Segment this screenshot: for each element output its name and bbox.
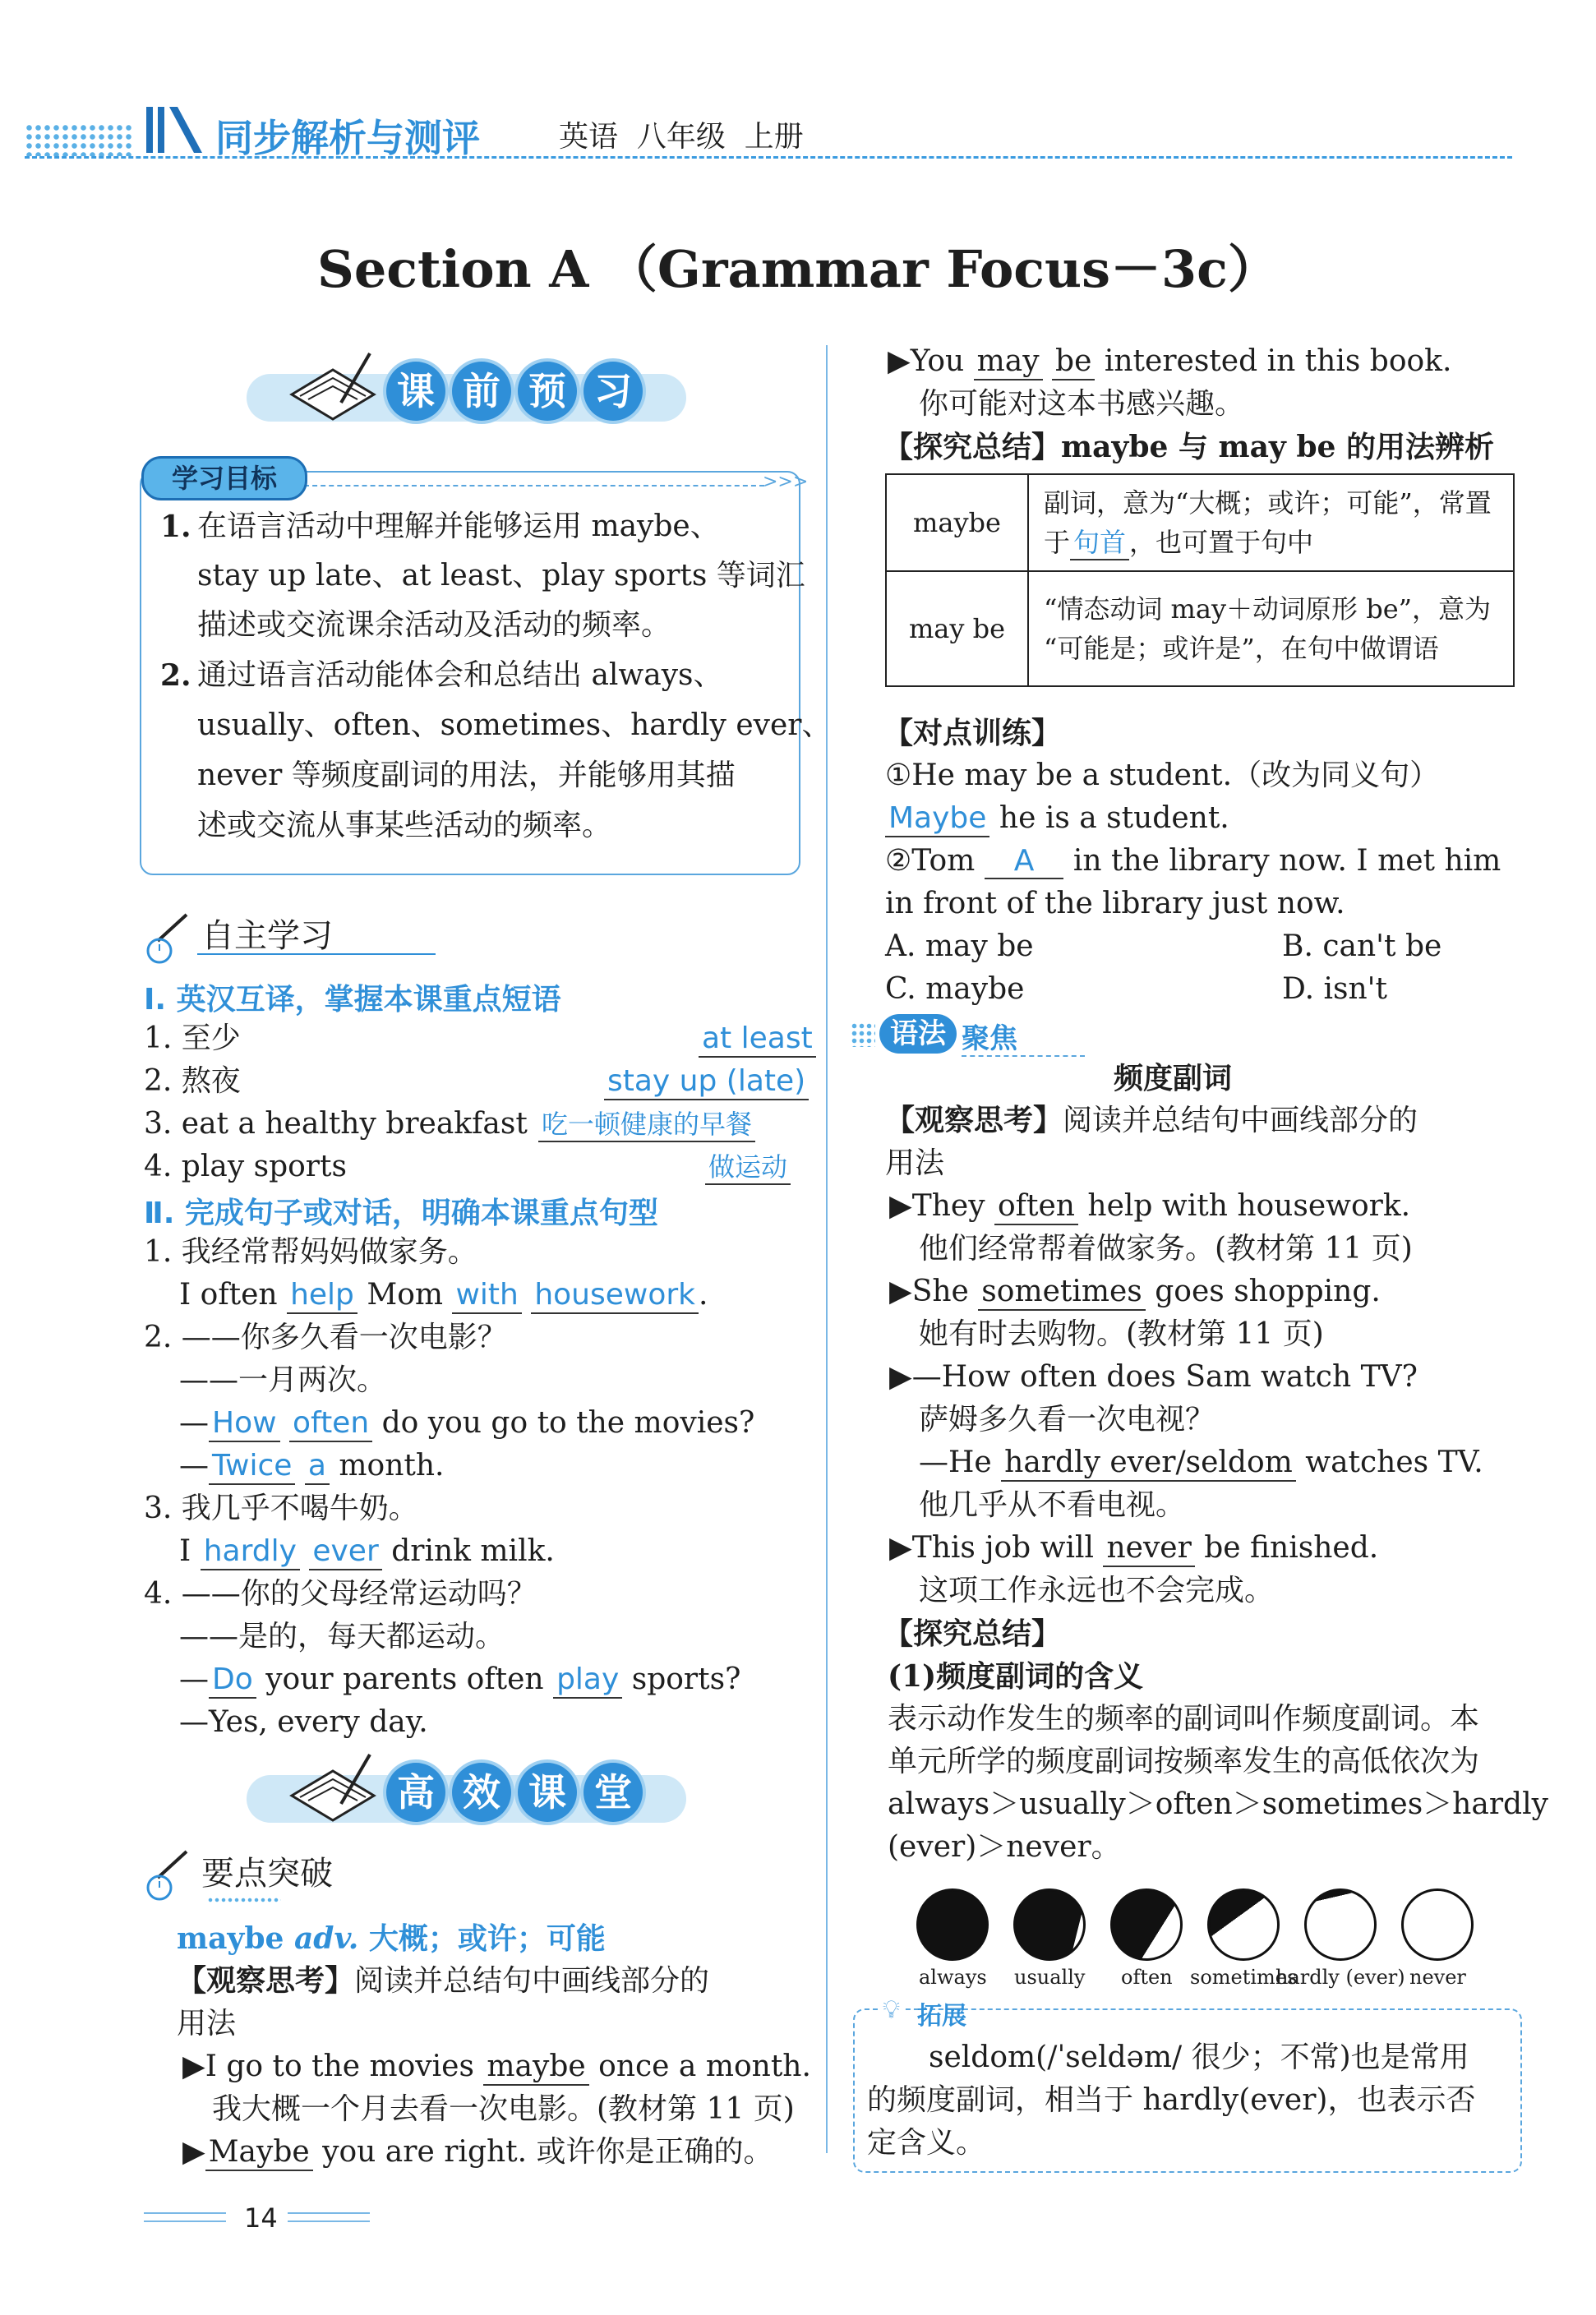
banner-char: 课 <box>518 1763 577 1822</box>
goal-line: never 等频度副词的用法，并能够用其描 <box>197 759 736 792</box>
phrase-question: 1. 至少 <box>144 1021 241 1055</box>
footer-line <box>288 2220 370 2222</box>
example-sentence: ▶She sometimes goes shopping. <box>889 1270 1381 1313</box>
banner-char: 预 <box>518 362 577 421</box>
frequency-circle <box>1207 1888 1280 1961</box>
goal-line: 述或交流从事某些活动的频率。 <box>197 809 612 842</box>
observe-line: 【观察思考】阅读并总结句中画线部分的 <box>177 1964 710 1998</box>
frequency-label: sometimes <box>1190 1966 1298 1989</box>
sentence-cn: ——一月两次。 <box>179 1363 387 1397</box>
goals-dash-line <box>304 485 764 487</box>
summary-title: 【探究总结】 <box>883 1616 1062 1651</box>
page-number: 14 <box>244 2202 278 2234</box>
part1-title: Ⅰ. 英汉互译，掌握本课重点短语 <box>144 983 561 1017</box>
table-key: may be <box>886 571 1028 686</box>
table-key: maybe <box>886 474 1028 571</box>
drill-option: A. may be <box>885 929 1034 963</box>
sentence-en: — Do your parents often play sports? <box>179 1658 740 1701</box>
example-sentence: ▶They often help with housework. <box>889 1185 1410 1228</box>
drill-option: C. maybe <box>885 972 1025 1006</box>
goal-line: usually、often、sometimes、hardly ever、 <box>197 708 832 742</box>
goal-line: 通过语言活动能体会和总结出 always、 <box>197 658 723 692</box>
phrase-answer: stay up (late) <box>604 1060 809 1103</box>
banner-class-title <box>386 1763 633 1828</box>
goal-number: 1. <box>160 510 191 544</box>
example-sentence: ▶I go to the movies maybe once a month. <box>182 2045 811 2088</box>
drill-question: in front of the library just now. <box>885 887 1345 920</box>
pencil-clock-icon <box>141 1845 199 1902</box>
extension-text: 的频度副词，相当于 hardly(ever)，也表示否 <box>867 2083 1476 2117</box>
observe-line: 用法 <box>885 1146 945 1180</box>
badge-underline <box>962 1055 1085 1057</box>
header-divider <box>25 156 1512 159</box>
phrase-answer: 吃一顿健康的早餐 <box>538 1103 755 1146</box>
frequency-circle <box>1304 1888 1377 1961</box>
goal-line: 在语言活动中理解并能够运用 maybe、 <box>197 510 720 543</box>
example-translation: 我大概一个月去看一次电影。(教材第 11 页) <box>212 2092 795 2126</box>
header-subtitle: 英语 八年级 上册 <box>559 120 804 154</box>
lightbulb-icon: 💡︎ <box>878 1995 905 2024</box>
footer-line <box>144 2220 226 2222</box>
learning-goals-tag: 学习目标 <box>141 456 307 500</box>
sentence-cn: 2. ——你多久看一次电影？ <box>144 1321 507 1354</box>
frequency-circle <box>916 1888 989 1961</box>
dots-decoration <box>207 1897 281 1903</box>
sentence-cn: 1. 我经常帮妈妈做家务。 <box>144 1235 477 1269</box>
column-divider <box>826 345 828 2153</box>
goal-line: 描述或交流课余活动及活动的频率。 <box>197 608 671 642</box>
extension-text: 定含义。 <box>867 2126 986 2160</box>
part2-title: Ⅱ. 完成句子或对话，明确本课重点句型 <box>144 1197 658 1230</box>
sentence-cn: 4. ——你的父母经常运动吗？ <box>144 1577 537 1611</box>
maybe-headword: maybe adv. 大概；或许；可能 <box>177 1921 606 1956</box>
summary-text: always＞usually＞often＞sometimes＞hardly <box>888 1787 1548 1821</box>
sentence-cn: ——是的，每天都运动。 <box>179 1620 505 1653</box>
sentence-en: I hardly ever drink milk. <box>179 1530 555 1573</box>
table-row <box>886 474 1514 571</box>
phrase-answer: at least <box>699 1017 816 1060</box>
phrase-question: 4. play sports <box>144 1150 347 1183</box>
table-desc: 副词，意为“大概；或许；可能”，常置 于 句首 ，也可置于句中 <box>1028 474 1514 571</box>
phrase-question: 2. 熬夜 <box>144 1064 241 1098</box>
title-underline <box>197 953 436 955</box>
banner-preview-title <box>386 362 633 427</box>
extension-text: seldom(/ˈseldəm/ 很少；不常)也是常用 <box>929 2041 1469 2074</box>
banner-char: 前 <box>452 362 511 421</box>
dots-decoration <box>851 1022 875 1047</box>
drill-option: B. can't be <box>1282 929 1442 963</box>
grammar-badge: 语法 <box>879 1014 957 1054</box>
sentence-en: —Yes, every day. <box>179 1705 428 1739</box>
summary-text: 单元所学的频度副词按频率发生的高低依次为 <box>888 1745 1480 1778</box>
banner-char: 高 <box>386 1763 445 1822</box>
book-pen-icon <box>284 1746 382 1828</box>
sentence-en: — Twice a month. <box>179 1445 444 1487</box>
phrase-answer: 做运动 <box>705 1146 791 1188</box>
goal-number: 2. <box>160 658 191 693</box>
key-points-title: 要点突破 <box>201 1855 333 1893</box>
summary-text: 表示动作发生的频率的副词叫作频度副词。本 <box>888 1702 1480 1736</box>
example-sentence: ▶ Maybe you are right. 或许你是正确的。 <box>182 2131 773 2174</box>
pencil-clock-icon <box>141 908 199 966</box>
summary-text: (ever)＞never。 <box>888 1830 1121 1864</box>
drill-question: ②Tom A in the library now. I met him <box>885 844 1501 878</box>
page-title: Section A （Grammar Focus－3c） <box>317 239 1279 299</box>
chevron-right-icon: >>> <box>763 472 809 492</box>
example-sentence: ▶—How often does Sam watch TV? <box>889 1360 1418 1394</box>
summary-subtitle: (1)频度副词的含义 <box>888 1659 1144 1694</box>
example-translation: 你可能对这本书感兴趣。 <box>919 387 1245 421</box>
frequency-circle <box>1013 1888 1086 1961</box>
drill-question: ①He may be a student.（改为同义句） <box>885 759 1440 792</box>
example-sentence: ▶You may be interested in this book. <box>888 340 1451 383</box>
banner-char: 效 <box>452 1763 511 1822</box>
drill-answer-line: Maybe he is a student. <box>885 797 1229 840</box>
banner-char: 习 <box>584 362 643 421</box>
banner-char: 课 <box>386 362 445 421</box>
goal-line: stay up late、at least、play sports 等词汇 <box>197 559 805 593</box>
frequency-label: always <box>919 1966 987 1989</box>
frequency-label: usually <box>1014 1966 1086 1989</box>
grammar-topic: 频度副词 <box>1114 1061 1233 1095</box>
example-translation: 她有时去购物。(教材第 11 页) <box>919 1317 1324 1351</box>
observe-line: 【观察思考】阅读并总结句中画线部分的 <box>885 1104 1418 1137</box>
extension-tag: 拓展 <box>917 2002 966 2031</box>
example-translation: 他几乎从不看电视。 <box>919 1488 1186 1522</box>
frequency-label: hardly (ever) <box>1275 1966 1405 1989</box>
sentence-en: — How often do you go to the movies? <box>179 1402 754 1445</box>
example-translation: 这项工作永远也不会完成。 <box>919 1574 1275 1607</box>
observe-line: 用法 <box>177 2007 237 2041</box>
summary-title: 【探究总结】maybe 与 may be 的用法辨析 <box>883 430 1494 464</box>
book-pen-icon <box>284 345 382 427</box>
header-title: 同步解析与测评 <box>215 116 480 160</box>
header-dots-decoration <box>25 123 131 156</box>
drill-title: 【对点训练】 <box>883 716 1062 750</box>
table-desc: “情态动词 may＋动词原形 be”，意为 “可能是；或许是”，在句中做谓语 <box>1028 571 1514 686</box>
usage-table <box>885 473 1515 687</box>
phrase-question: 3. eat a healthy breakfast <box>144 1107 528 1141</box>
footer-line <box>144 2212 226 2214</box>
example-sentence: ▶This job will never be finished. <box>889 1527 1378 1570</box>
frequency-label: never <box>1409 1966 1466 1989</box>
frequency-label: often <box>1121 1966 1173 1989</box>
frequency-circle <box>1401 1888 1474 1961</box>
footer-line <box>288 2212 370 2214</box>
grammar-badge-rest: 聚焦 <box>962 1022 1017 1055</box>
frequency-circle <box>1110 1888 1183 1961</box>
example-translation: 萨姆多久看一次电视？ <box>919 1403 1215 1436</box>
banner-char: 堂 <box>584 1763 643 1822</box>
self-study-title: 自主学习 <box>201 917 333 955</box>
example-sentence: —He hardly ever/seldom watches TV. <box>919 1441 1483 1484</box>
table-row <box>886 571 1514 686</box>
sentence-en: I often help Mom with housework . <box>179 1274 708 1317</box>
example-translation: 他们经常帮着做家务。(教材第 11 页) <box>919 1232 1413 1266</box>
sentence-cn: 3. 我几乎不喝牛奶。 <box>144 1492 418 1525</box>
book-logo-icon <box>145 100 210 158</box>
drill-option: D. isn't <box>1282 972 1388 1006</box>
